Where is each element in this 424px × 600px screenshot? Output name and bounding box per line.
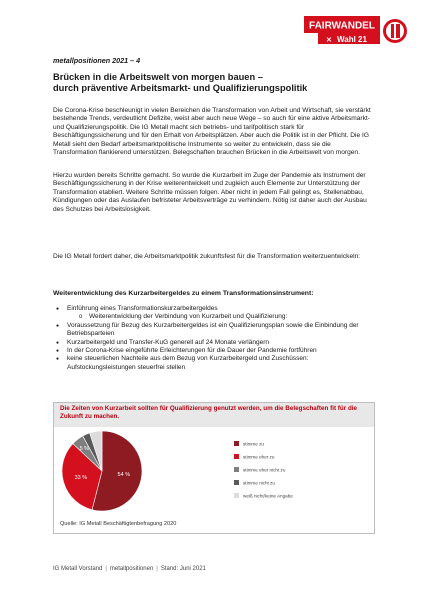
- legend-label: stimme nicht zu: [243, 480, 275, 486]
- list-item: ● Voraussetzung für Bezug des Kurzarbeitergeldes ist ein Qualifizierungsplan sowie die Einbindung der Betriebsparteien: [53, 322, 375, 339]
- legend-label: stimme eher nicht zu: [243, 467, 286, 473]
- pie-slice-label: 33 %: [74, 475, 88, 482]
- list-item: o Weiterentwicklung der Verbindung von Kurzarbeit und Qualifizierung:: [53, 313, 375, 321]
- fairwandel-logo: [304, 16, 408, 46]
- paragraph-intro: Die Corona-Krise beschleunigt in vielen Bereichen die Transformation von Arbeit und Wirtschaft, sie verstärkt bestehende Trends, verdeutlicht Defizite, weist aber auch neue Wege – so auch für eine aktive Arbeitsmarkt- und Qualifizierungspolitik. Die IG Metall macht sich betriebs- und tarifpolitisch stark für Beschäftigungssicherung und für den Erhalt von Arbeitsplätzen. Aber auch die Politik ist in der Pflicht. Die IG Metall sieht den Bedarf arbeitsmarktpolitische Instrumente so weiter zu entwickeln, dass sie die Transformation flankierend unterstützen. Belegschaften brauchen Brücken in die Arbeitswelt von morgen.: [53, 107, 371, 157]
- list-item: ● keine steuerlichen Nachteile aus dem Bezug von Kurzarbeitergeld und Zuschüssen: Aufstockungsleistungen steuerfrei stellen: [53, 355, 375, 372]
- pie-slice-label: 5 %: [79, 446, 90, 453]
- list-item: ● Einführung eines Transformationskurzarbeitergeldes: [53, 305, 375, 313]
- footer-date: Stand: Juni 2021: [160, 566, 206, 572]
- paragraph-demand: Die IG Metall fordert daher, die Arbeitsmarktpolitik zukunftsfest für die Transformation weiterzuentwickeln:: [53, 253, 361, 260]
- legend-label: stimme zu: [243, 441, 264, 447]
- logo-campaign-line2: Wahl 21: [337, 35, 367, 44]
- section-heading: Weiterentwicklung des Kurzarbeitergeldes zu einem Transformationsinstrument:: [53, 290, 314, 297]
- legend-swatch: [234, 467, 239, 472]
- series-label: metallpositionen 2021 – 4: [53, 56, 141, 65]
- pie-chart: [54, 427, 374, 519]
- list-item: ● Kurzarbeitergeld und Transfer-KuG generell auf 24 Monate verlängern: [53, 339, 375, 347]
- page-title-line1: Brücken in die Arbeitswelt von morgen bauen –: [53, 72, 263, 82]
- legend-swatch: [234, 493, 239, 498]
- chart-title: Die Zeiten von Kurzarbeit sollten für Qualifizierung genutzt werden, um die Belegschaften fit für die Zukunft zu machen.: [60, 405, 358, 420]
- page-title: [53, 72, 383, 94]
- legend-swatch: [234, 454, 239, 459]
- svg-text:✕: ✕: [326, 37, 332, 44]
- page-title-line2: durch präventive Arbeitsmarkt- und Qualifizierungspolitik: [53, 83, 308, 93]
- footer-org: IG Metall Vorstand: [53, 566, 103, 572]
- chart-source: Quelle: IG Metall Beschäftigtenbefragung 2020: [60, 521, 177, 527]
- list-item: ● In der Corona-Krise eingeführte Erleichterungen für die Dauer der Pandemie fortführen: [53, 347, 375, 355]
- legend-swatch: [234, 480, 239, 485]
- chart-box: [53, 402, 375, 534]
- footer-series: metallpositionen: [109, 566, 154, 572]
- legend-label: weiß nicht/keine Angabe: [243, 493, 293, 499]
- legend-label: stimme eher zu: [243, 454, 275, 460]
- bullet-list: [53, 305, 375, 372]
- ig-metall-logo-icon: [383, 19, 407, 43]
- logo-campaign-line1: FAIRWANDEL: [309, 20, 375, 32]
- legend-swatch: [234, 441, 239, 446]
- pie-slice-label: 54 %: [117, 471, 131, 478]
- paragraph-steps: Hierzu wurden bereits Schritte gemacht. So wurde die Kurzarbeit im Zuge der Pandemie als Instrument der Beschäftigungssicherung in der Krise weiterentwickelt und zugleich auch Elemente zur Unterstützung der Transformation etabliert. Weitere Schritte müssen folgen. Aber nicht in jedem Fall gelingt es, Stellenabbau, Kündigungen oder das Auslaufen befristeter Arbeitsverträge zu verhindern. Nötig ist daher auch der Ausbau des Schutzes bei Arbeitslosigkeit.: [53, 172, 367, 213]
- footer: IG Metall Vorstand | metallpositionen | Stand: Juni 2021: [53, 566, 206, 572]
